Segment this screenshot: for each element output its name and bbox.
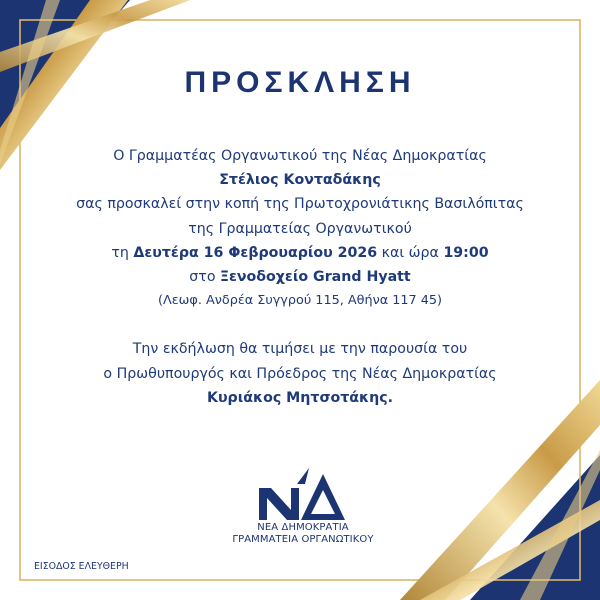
time-prefix: και ώρα — [377, 244, 444, 261]
host-name: Στέλιος Κονταδάκης — [219, 172, 381, 189]
honor-line-2: ο Πρωθυπουργός και Πρόεδρος της Νέας Δημοκρατίας — [103, 365, 497, 382]
nd-logo-icon — [253, 466, 353, 522]
party-logo — [218, 466, 388, 546]
party-department: ΓΡΑΜΜΑΤΕΙΑ ΟΡΓΑΝΩΤΙΚΟΥ — [232, 534, 374, 545]
venue-line — [70, 265, 530, 289]
free-entry-note: ΕΙΣΟΔΟΣ ΕΛΕΥΘΕΡΗ — [34, 561, 129, 572]
honor-name: Κυριάκος Μητσοτάκης. — [206, 389, 394, 406]
venue-prefix: στο — [189, 268, 221, 285]
invite-line: σας προσκαλεί στην κοπή της Πρωτοχρονιάτικης Βασιλόπιτας — [76, 196, 524, 213]
date-line — [70, 241, 530, 265]
intro-line: Ο Γραμματέας Οργανωτικού της Νέας Δημοκρατίας — [113, 148, 487, 164]
invitation-text — [70, 144, 530, 410]
organizer-line: της Γραμματείας Οργανωτικού — [188, 220, 412, 237]
event-time: 19:00 — [443, 244, 489, 261]
venue-name: Ξενοδοχείο Grand Hyatt — [220, 268, 411, 285]
party-name: ΝΕΑ ΔΗΜΟΚΡΑΤΙΑ — [257, 522, 349, 533]
venue-address: (Λεωφ. Ανδρέα Συγγρού 115, Αθήνα 117 45) — [158, 293, 442, 309]
event-date: Δευτέρα 16 Φεβρουαρίου 2026 — [133, 244, 378, 261]
date-prefix: τη — [111, 244, 134, 261]
page-title: ΠΡΟΣΚΛΗΣΗ — [184, 66, 416, 99]
honor-line-1: Την εκδήλωση θα τιμήσει με την παρουσία του — [132, 341, 468, 358]
